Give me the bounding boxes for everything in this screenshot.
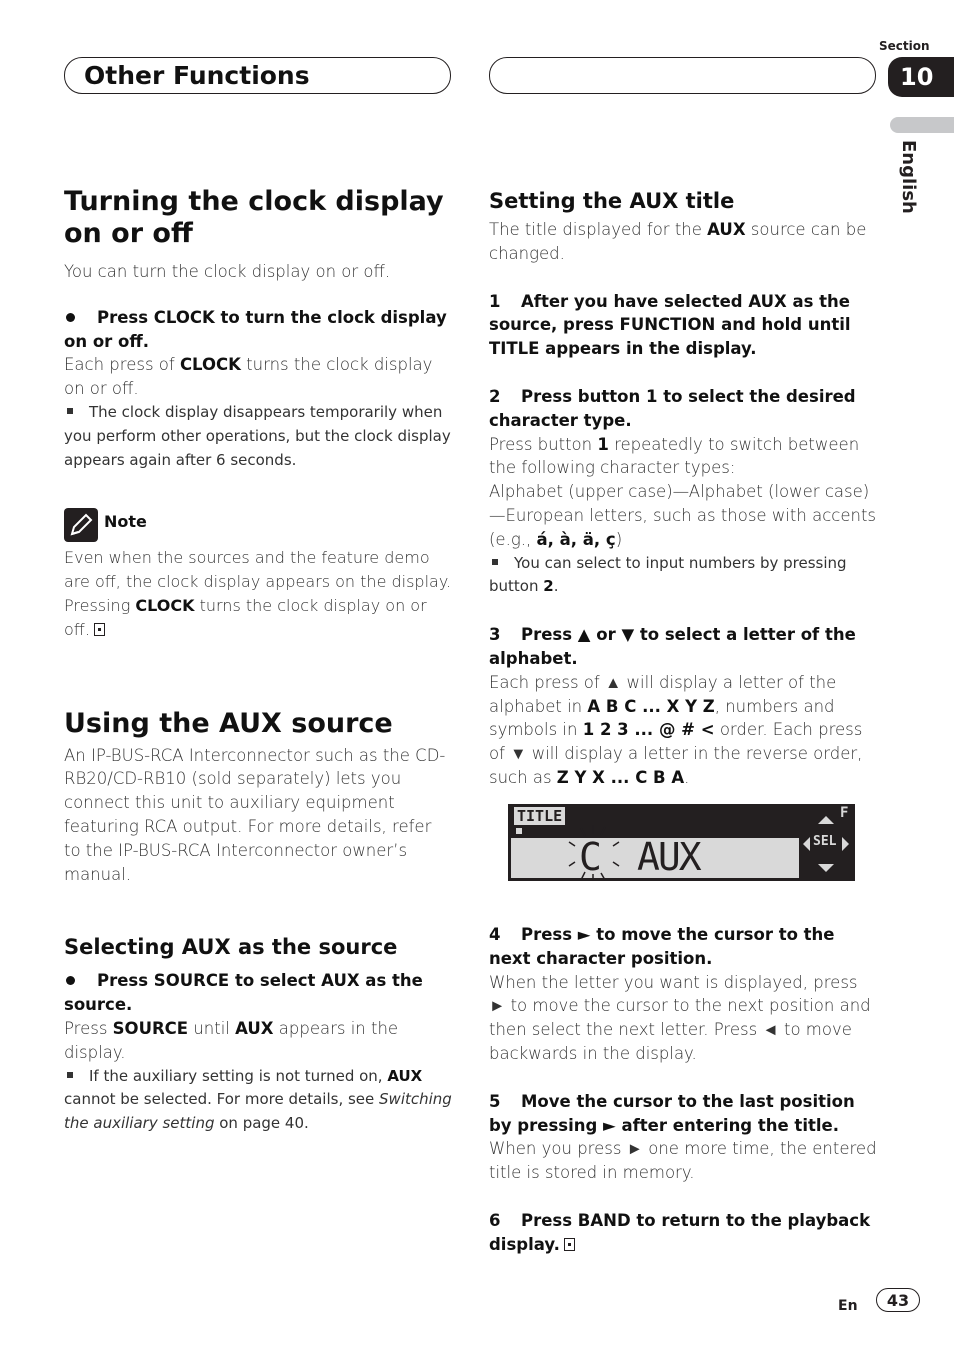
step-5: 5 Move the cursor to the last position by pressing ► after entering the title. <box>489 1091 855 1135</box>
right-column <box>489 188 877 790</box>
left-column <box>64 186 452 1136</box>
note-block <box>64 508 452 546</box>
note-body: Even when the sources and the feature demo are off, the clock display appears on the display. Pressing CLOCK turns the clock display on or off. <box>64 548 452 639</box>
language-label: English <box>898 140 919 214</box>
select-heading: Selecting AUX as the source <box>64 935 398 960</box>
step-5-body: When you press ► one more time, the entered title is stored in memory. <box>489 1139 877 1183</box>
step-1: 1 After you have selected AUX as the source, press FUNCTION and hold until TITLE appears in the display. <box>489 291 851 359</box>
step-4: 4 Press ► to move the cursor to the next character position. <box>489 925 835 968</box>
note-pencil-icon <box>64 508 98 542</box>
step-6: 6 Press BAND to return to the playback display. <box>489 1210 871 1254</box>
lcd-f-label: F <box>840 805 849 821</box>
select-body: Press SOURCE until AUX appears in the display. <box>64 1018 399 1062</box>
lcd-screen <box>511 835 799 879</box>
bullet-icon <box>66 313 75 322</box>
clock-tip: The clock display disappears temporarily when you perform other operations, but the clock display appears again after 6 seconds. <box>64 402 451 469</box>
lcd-indicator <box>516 828 522 834</box>
section-number: 10 <box>888 57 954 97</box>
end-mark-icon <box>94 623 105 636</box>
step-3: 3 Press ▲ or ▼ to select a letter of the alphabet. <box>489 625 856 668</box>
square-bullet-icon <box>67 408 73 414</box>
aux-heading: Using the AUX source <box>64 707 393 739</box>
clock-intro: You can turn the clock display on or off. <box>64 262 391 281</box>
step-2-body: Press button 1 repeatedly to switch between the following character types: Alphabet (upper case)—Alphabet (lower case)—European letters, such as those with accents (e.g., á, à, ä, ç) <box>489 434 877 549</box>
footer-lang-code: En <box>838 1298 858 1314</box>
section-label: Section <box>879 39 930 53</box>
step-3-body: Each press of ▲ will display a letter of the alphabet in A B C ... X Y Z, numbers and symbols in 1 2 3 ... @ # < order. Each press of ▼ will display a letter in the reverse order, such as Z Y X ... C B A. <box>489 672 863 787</box>
step-4-body: When the letter you want is displayed, press ► to move the cursor to the next position and then select the next letter. Press ◄ to move backwards in the display. <box>489 972 871 1063</box>
clock-heading: Turning the clock display on or off <box>64 186 444 249</box>
lcd-cursor-char: C <box>579 835 602 879</box>
title-heading: Setting the AUX title <box>489 189 735 213</box>
right-column-lower <box>489 923 877 1257</box>
select-tip: If the auxiliary setting is not turned on, AUX cannot be selected. For more details, see Switching the auxiliary setting on page 40. <box>64 1066 452 1133</box>
header-right-pill <box>489 57 876 94</box>
lcd-display <box>508 804 855 881</box>
step-2: 2 Press button 1 to select the desired character type. <box>489 386 856 430</box>
bullet-icon <box>66 976 75 985</box>
header-left-pill <box>64 57 451 94</box>
blink-rays-icon <box>563 804 633 881</box>
lcd-text: AUX <box>637 835 700 879</box>
aux-intro: An IP-BUS-RCA Interconnector such as the CD-RB20/CD-RB10 (sold separately) lets you connect this unit to auxiliary equipment featuring RCA output. For more details, refer to the IP-BUS-RCA Interconnector owner’s manual. <box>64 745 446 884</box>
square-bullet-icon <box>67 1072 73 1078</box>
step-2-tip: You can select to input numbers by pressing button 2. <box>489 553 847 596</box>
lcd-sel-label: SEL <box>813 834 837 849</box>
title-intro: The title displayed for the AUX source can be changed. <box>489 220 867 263</box>
page-section-title: Other Functions <box>84 61 310 90</box>
language-tab <box>890 117 954 133</box>
clock-body: Each press of CLOCK turns the clock display on or off. <box>64 355 433 399</box>
page-number: 43 <box>876 1288 920 1312</box>
square-bullet-icon <box>492 559 498 565</box>
clock-step: Press CLOCK to turn the clock display on or off. <box>64 307 447 351</box>
note-label: Note <box>104 512 147 532</box>
end-mark-icon <box>564 1238 575 1251</box>
select-step: Press SOURCE to select AUX as the source. <box>64 971 423 1015</box>
lcd-title-tag: TITLE <box>514 807 565 825</box>
